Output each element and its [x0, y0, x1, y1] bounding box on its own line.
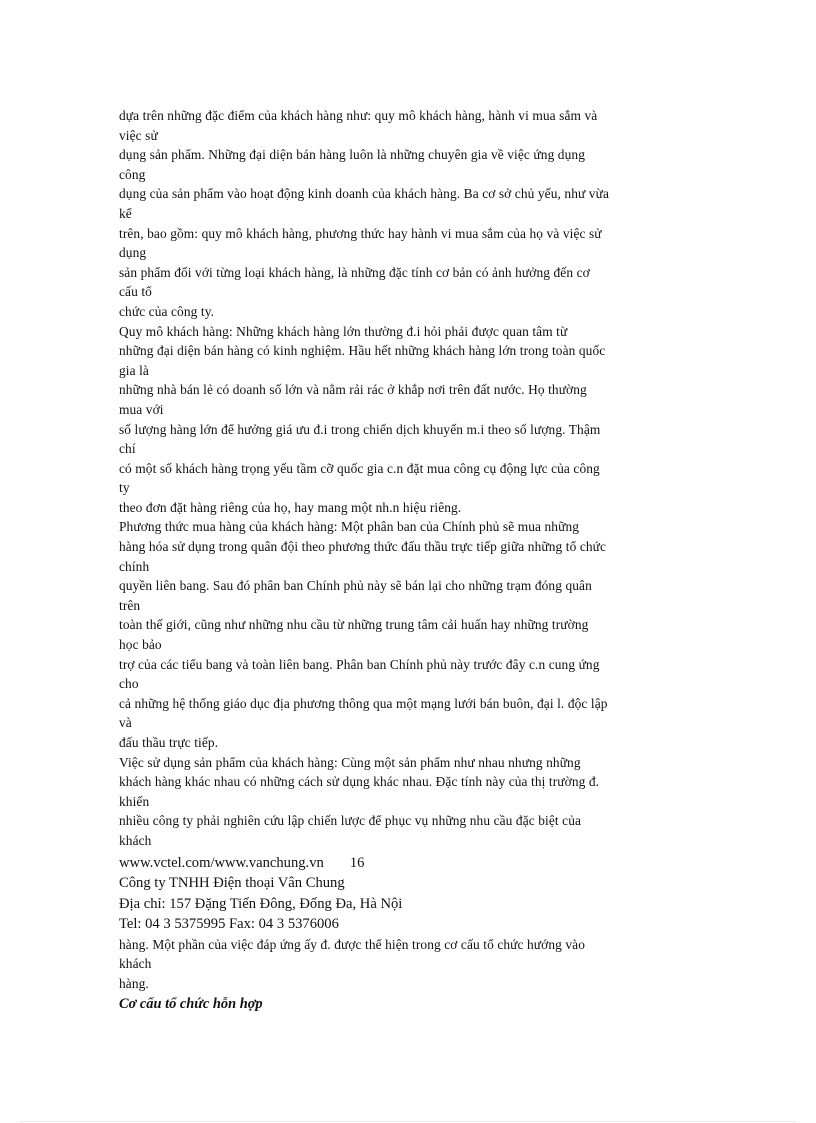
page-number: 16	[349, 854, 365, 871]
text-line: sản phẩm đối với từng loại khách hàng, là những đặc tính cơ bản có ảnh hưởng đến cơ	[119, 264, 590, 280]
text-line: hàng. Một phần của việc đáp ứng ấy đ. được thể hiện trong cơ cấu tổ chức hướng vào	[119, 936, 586, 952]
text-line: trợ của các tiểu bang và toàn liên bang. Phân ban Chính phủ này trước đây c.n cung ứng	[119, 656, 600, 672]
footer-url: www.vctel.com/www.vanchung.vn	[119, 854, 324, 871]
text-line: hàng hóa sử dụng trong quân đội theo phương thức đấu thầu trực tiếp giữa những tổ chức	[119, 539, 607, 555]
text-line: Việc sử dụng sản phẩm của khách hàng: Cùng một sản phẩm như nhau nhưng những	[119, 754, 581, 770]
text-line: trên	[119, 597, 141, 613]
text-line: kể	[119, 205, 132, 221]
text-line: khách	[119, 956, 152, 972]
text-line: theo đơn đặt hàng riêng của họ, hay mang một nh.n hiệu riêng.	[119, 499, 462, 515]
text-line: trên, bao gồm: quy mô khách hàng, phương thức hay hành vi mua sắm của họ và việc sử	[119, 225, 602, 241]
text-line: số lượng hàng lớn để hưởng giá ưu đ.i trong chiến dịch khuyến m.i theo số lượng. Thậm	[119, 421, 601, 437]
text-line: có một số khách hàng trọng yếu tầm cỡ quốc gia c.n đặt mua công cụ động lực của công	[119, 460, 600, 476]
footer-url-line	[119, 853, 709, 874]
text-line: đấu thầu trực tiếp.	[119, 735, 219, 750]
text-line: Quy mô khách hàng: Những khách hàng lớn thường đ.i hỏi phải được quan tâm từ	[119, 323, 568, 339]
text-line: công	[119, 166, 146, 182]
text-line: cho	[119, 676, 139, 692]
text-line: dựa trên những đặc điểm của khách hàng như: quy mô khách hàng, hành vi mua sắm và	[119, 108, 598, 123]
text-line: chức của công ty.	[119, 303, 215, 319]
text-line: những nhà bán lẻ có doanh số lớn và nằm rải rác ở khắp nơi trên đất nước. Họ thường	[119, 382, 587, 398]
document-page	[119, 106, 709, 1015]
page-footer	[119, 853, 709, 935]
closing-text	[119, 935, 709, 994]
text-line: và	[119, 715, 132, 731]
text-line: cả những hệ thống giáo dục địa phương thông qua một mạng lưới bán buôn, đại l. độc lập	[119, 695, 608, 711]
text-line: gia là	[119, 362, 149, 378]
text-line: mua với	[119, 401, 164, 417]
section-heading: Cơ cấu tổ chức hỗn hợp	[119, 996, 263, 1013]
page-bottom-rule	[20, 1121, 796, 1122]
text-line: chí	[119, 441, 136, 457]
text-line: nhiều công ty phải nghiên cứu lập chiến lược để phục vụ những nhu cầu đặc biệt của	[119, 813, 582, 829]
text-line: dụng sản phẩm. Những đại diện bán hàng luôn là những chuyên gia về việc ứng dụng	[119, 147, 585, 163]
text-line: toàn thế giới, cũng như những nhu cầu từ những trung tâm cải huấn hay những trường	[119, 617, 589, 633]
footer-phone: Tel: 04 3 5375995 Fax: 04 3 5376006	[119, 916, 339, 933]
text-line: cấu tổ	[119, 284, 152, 300]
text-line: học bảo	[119, 637, 162, 653]
text-line: ty	[119, 480, 130, 496]
footer-company: Công ty TNHH Điện thoại Vân Chung	[119, 875, 345, 892]
body-text	[119, 106, 709, 851]
text-line: Phương thức mua hàng của khách hàng: Một phân ban của Chính phủ sẽ mua những	[119, 519, 580, 535]
text-line: hàng.	[119, 975, 149, 991]
text-line: những đại diện bán hàng có kinh nghiệm. Hầu hết những khách hàng lớn trong toàn quốc	[119, 343, 606, 359]
text-line: khiến	[119, 793, 150, 809]
footer-address: Địa chỉ: 157 Đặng Tiến Đông, Đống Đa, Hà Nội	[119, 895, 403, 912]
text-line: dụng của sản phẩm vào hoạt động kinh doanh của khách hàng. Ba cơ sở chủ yếu, như vừa	[119, 186, 610, 202]
text-line: dụng	[119, 245, 147, 261]
text-line: chính	[119, 558, 150, 574]
text-line: việc sử	[119, 127, 158, 143]
text-line: khách hàng khác nhau có những cách sử dụng khác nhau. Đặc tính này của thị trường đ.	[119, 774, 600, 790]
text-line: khách	[119, 832, 152, 848]
text-line: quyền liên bang. Sau đó phân ban Chính phủ này sẽ bán lại cho những trạm đóng quân	[119, 578, 592, 594]
